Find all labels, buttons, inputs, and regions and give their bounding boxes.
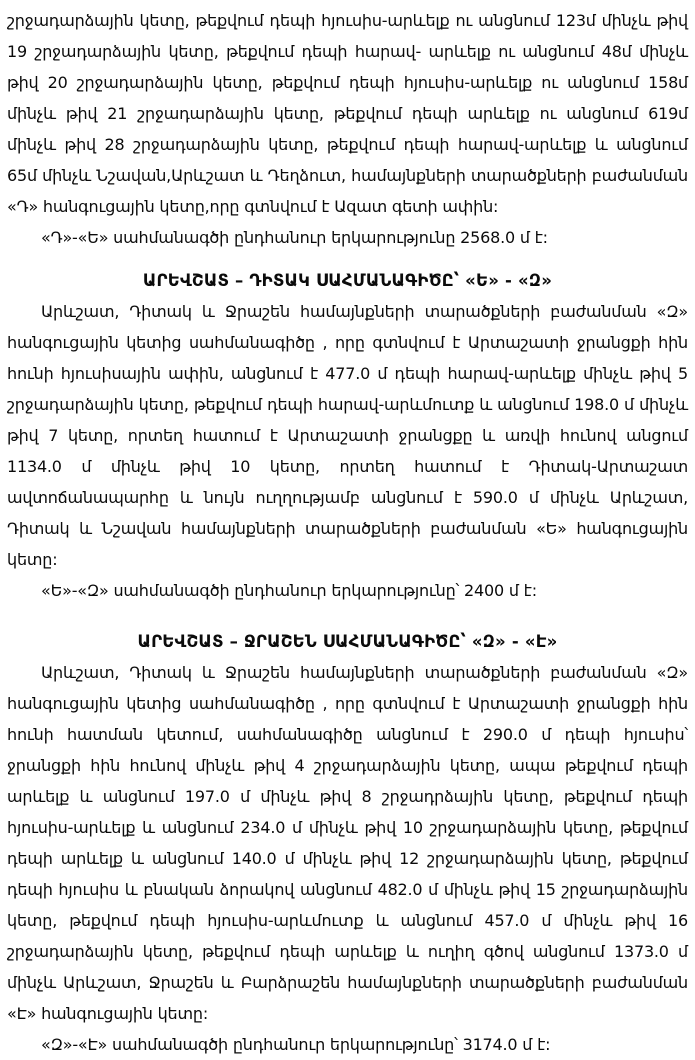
section-gap xyxy=(7,606,688,626)
section-heading-arevshat-ditak: ԱՐԵՎՇԱՏ – ԴԻՏԱԿ ՍԱՀՄԱՆԱԳԻԾԸ՝ «Ե» - «Զ» xyxy=(142,271,553,290)
boundary-length-line-e-z: «Ե»-«Զ» սահմանագծի ընդհանուր երկարությունը՝ 2400 մ է: xyxy=(41,581,537,600)
boundary-length-line-d-e: «Դ»-«Ե» սահմանագծի ընդհանուր երկարությունը 2568.0 մ է: xyxy=(41,228,548,247)
paragraph-arevshat-ditak-boundary: Արևշատ, Դիտակ և Ջրաշեն համայնքների տարածքների բաժանման «Զ» հանգուցային կետից սահմանագիծը , որը գտնվում է Արտաշատի ջրանցքի հին հունի հյուսիսային ափին, անցնում է 477.0 մ դեպի հարավ-արևելք մինչև թիվ 5 շրջադարձային կետը, թեքվում դեպի հարավ-արևմուտք և անցնում 198.0 մ մինչև թիվ 7 կետը, որտեղ հատում է Արտաշատի ջրանցքը և առվի հունով անցում 1134.0 մ մինչև թիվ 10 կետը, որտեղ հատում է Դիտակ-Արտաշատ ավտոճանապարհը և նույն ուղղությամբ անցնում է 590.0 մ մինչև Արևշատ, Դիտակ և Նշավան համայնքների տարածքների բաժանման «Ե» հանգուցային կետը: xyxy=(7,302,688,569)
section-heading-arevshat-jrashen: ԱՐԵՎՇԱՏ – ՋՐԱՇԵՆ ՍԱՀՄԱՆԱԳԻԾԸ՝ «Զ» - «Է» xyxy=(137,632,558,651)
paragraph-continued-boundary-description: շրջադարձային կետը, թեքվում դեպի հյուսիս-արևելք ու անցնում 123մ մինչև թիվ 19 շրջադարձային կետը, թեքվում դեպի հարավ- արևելք ու անցնում 48մ մինչև թիվ 20 շրջադարձային կետը, թեքվում դեպի հյուսիս-արևելք ու անցնում 158մ մինչև թիվ 21 շրջադարձային կետը, թեքվում դեպի արևելք ու անցնում 619մ մինչև թիվ 28 շրջադարձային կետը, թեքվում դեպի հարավ-արևելք և անցնում 65մ մինչև Նշավան,Արևշատ և Դեղձուտ, համայնքների տարածքների բաժանման «Դ» հանգուցային կետը,որը գտնվում է Ազատ գետի ափին: xyxy=(7,11,688,216)
boundary-length-line-z-e: «Զ»-«Է» սահմանագծի ընդհանուր երկարությունը՝ 3174.0 մ է: xyxy=(41,1035,551,1054)
section-gap xyxy=(7,253,688,265)
paragraph-arevshat-jrashen-boundary: Արևշատ, Դիտակ և Ջրաշեն համայնքների տարածքների բաժանման «Զ» հանգուցային կետից սահմանագիծը , որը գտնվում է Արտաշատի ջրանցքի հին հունի հատման կետում, սահմանագիծը անցնում է 290.0 մ դեպի հյուսիս՝ ջրանցքի հին հունով մինչև թիվ 4 շրջադարձային կետը, ապա թեքվում դեպի արևելք և անցնում 197.0 մ մինչև թիվ 8 շրջադրձային կետը, թեքվում դեպի հյուսիս-արևելք և անցնում 234.0 մ մինչև թիվ 10 շրջադարձային կետը, թեքվում դեպի արևելք և անցնում 140.0 մ մինչև թիվ 12 շրջադարձային կետը, թեքվում դեպի հյուսիս և բնական ձորակով անցնում 482.0 մ մինչև թիվ 15 շրջադարձային կետը, թեքվում դեպի հյուսիս-արևմուտք և անցնում 457.0 մ մինչև թիվ 16 շրջադարձային կետը, թեքվում դեպի արևելք և ուղիղ գծով անցնում 1373.0 մ մինչև Արևշատ, Ջրաշեն և Բարձրաշեն համայնքների տարածքների բաժանման «Է» հանգուցային կետը: xyxy=(7,663,688,1023)
